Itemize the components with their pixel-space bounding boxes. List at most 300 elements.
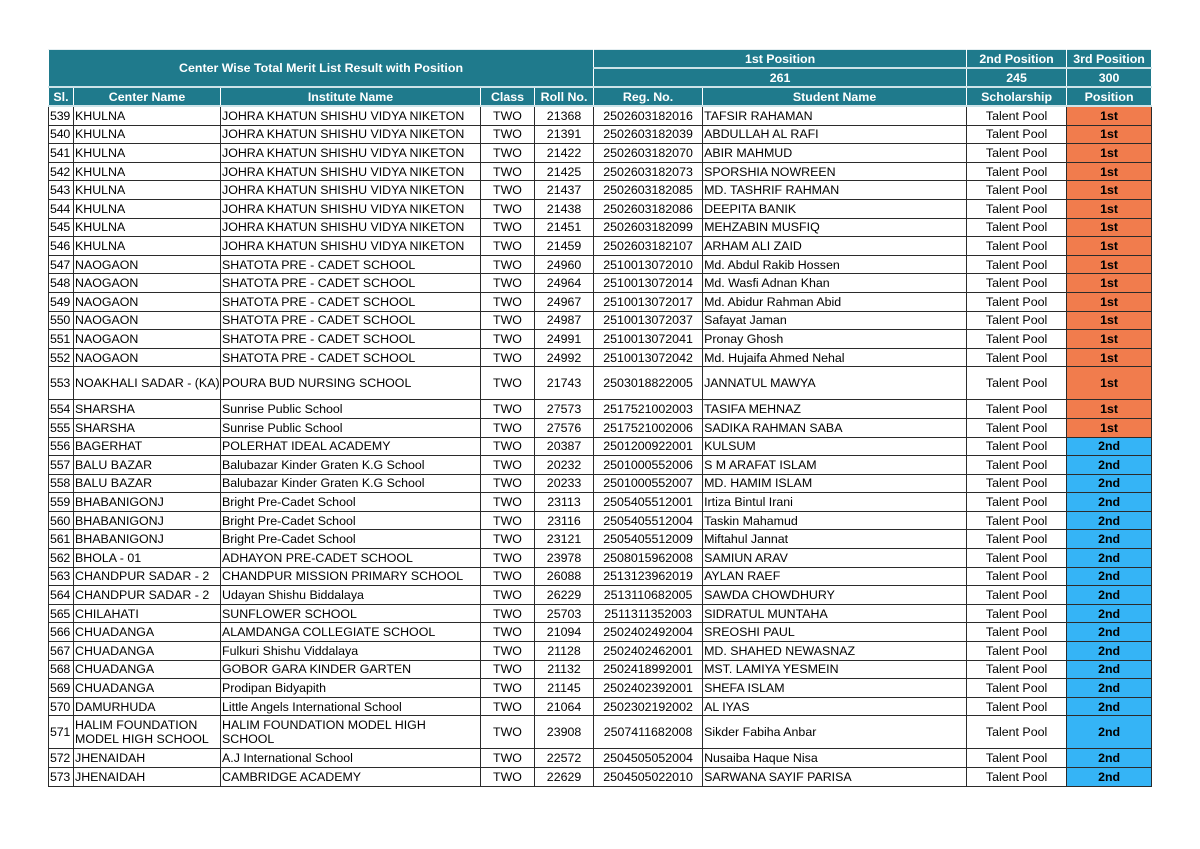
class-cell: TWO	[481, 604, 535, 623]
scholarship-cell: Talent Pool	[967, 367, 1067, 400]
center-name-cell: CHANDPUR SADAR - 2	[74, 586, 221, 605]
reg-no-cell: 2502418992001	[594, 660, 703, 679]
student-name-cell: SAMIUN ARAV	[703, 549, 967, 568]
student-name-cell: TAFSIR RAHAMAN	[703, 106, 967, 125]
roll-no-cell: 21132	[535, 660, 594, 679]
student-name-cell: AYLAN RAEF	[703, 567, 967, 586]
class-cell: TWO	[481, 586, 535, 605]
institute-name-cell: ADHAYON PRE-CADET SCHOOL	[221, 549, 481, 568]
roll-no-cell: 23116	[535, 511, 594, 530]
reg-no-cell: 2505405512009	[594, 530, 703, 549]
merit-list-sheet	[48, 49, 1152, 787]
roll-no-cell: 21437	[535, 181, 594, 200]
scholarship-cell: Talent Pool	[967, 549, 1067, 568]
header-row-summary-labels	[49, 50, 1152, 69]
table-row	[49, 530, 1152, 549]
roll-no-cell: 24987	[535, 311, 594, 330]
sl-cell: 566	[49, 623, 74, 642]
center-name-cell: NAOGAON	[74, 255, 221, 274]
table-row	[49, 511, 1152, 530]
reg-no-cell: 2502402492004	[594, 623, 703, 642]
roll-no-cell: 23113	[535, 493, 594, 512]
roll-no-cell: 20387	[535, 437, 594, 456]
institute-name-cell: SHATOTA PRE - CADET SCHOOL	[221, 311, 481, 330]
reg-no-cell: 2502603182073	[594, 162, 703, 181]
position-badge: 1st	[1067, 292, 1152, 311]
class-cell: TWO	[481, 456, 535, 475]
roll-no-cell: 21425	[535, 162, 594, 181]
table-row	[49, 348, 1152, 367]
roll-no-cell: 21391	[535, 125, 594, 144]
center-name-cell: HALIM FOUNDATION MODEL HIGH SCHOOL	[74, 716, 221, 749]
scholarship-cell: Talent Pool	[967, 418, 1067, 437]
column-header-class: Class	[481, 87, 535, 106]
student-name-cell: SHEFA ISLAM	[703, 679, 967, 698]
reg-no-cell: 2517521002006	[594, 418, 703, 437]
table-row	[49, 642, 1152, 661]
institute-name-cell: SHATOTA PRE - CADET SCHOOL	[221, 255, 481, 274]
reg-no-cell: 2510013072042	[594, 348, 703, 367]
institute-name-cell: Balubazar Kinder Graten K.G School	[221, 456, 481, 475]
sl-cell: 565	[49, 604, 74, 623]
institute-name-cell: CAMBRIDGE ACADEMY	[221, 768, 481, 787]
sl-cell: 540	[49, 125, 74, 144]
class-cell: TWO	[481, 660, 535, 679]
institute-name-cell: POLERHAT IDEAL ACADEMY	[221, 437, 481, 456]
institute-name-cell: POURA BUD NURSING SCHOOL	[221, 367, 481, 400]
student-name-cell: ABDULLAH AL RAFI	[703, 125, 967, 144]
institute-name-cell: GOBOR GARA KINDER GARTEN	[221, 660, 481, 679]
table-row	[49, 418, 1152, 437]
sl-cell: 550	[49, 311, 74, 330]
sl-cell: 570	[49, 697, 74, 716]
center-name-cell: CHANDPUR SADAR - 2	[74, 567, 221, 586]
center-name-cell: KHULNA	[74, 199, 221, 218]
student-name-cell: MD. HAMIM ISLAM	[703, 474, 967, 493]
institute-name-cell: SHATOTA PRE - CADET SCHOOL	[221, 330, 481, 349]
column-header-row	[49, 87, 1152, 106]
scholarship-cell: Talent Pool	[967, 604, 1067, 623]
class-cell: TWO	[481, 623, 535, 642]
position-badge: 2nd	[1067, 530, 1152, 549]
sl-cell: 548	[49, 274, 74, 293]
student-name-cell: KULSUM	[703, 437, 967, 456]
institute-name-cell: Sunrise Public School	[221, 418, 481, 437]
reg-no-cell: 2508015962008	[594, 549, 703, 568]
class-cell: TWO	[481, 474, 535, 493]
institute-name-cell: SHATOTA PRE - CADET SCHOOL	[221, 274, 481, 293]
page-title: Center Wise Total Merit List Result with Position	[49, 50, 594, 88]
merit-list-table	[48, 49, 1152, 787]
column-header-reg-no: Reg. No.	[594, 87, 703, 106]
position-badge: 1st	[1067, 125, 1152, 144]
sl-cell: 561	[49, 530, 74, 549]
institute-name-cell: SHATOTA PRE - CADET SCHOOL	[221, 348, 481, 367]
position-badge: 2nd	[1067, 493, 1152, 512]
table-row	[49, 199, 1152, 218]
scholarship-cell: Talent Pool	[967, 530, 1067, 549]
center-name-cell: CHILAHATI	[74, 604, 221, 623]
student-name-cell: AL IYAS	[703, 697, 967, 716]
student-name-cell: Taskin Mahamud	[703, 511, 967, 530]
center-name-cell: KHULNA	[74, 106, 221, 125]
sl-cell: 546	[49, 237, 74, 256]
third-position-count: 300	[1067, 68, 1152, 87]
reg-no-cell: 2502603182070	[594, 144, 703, 163]
scholarship-cell: Talent Pool	[967, 493, 1067, 512]
position-badge: 2nd	[1067, 474, 1152, 493]
roll-no-cell: 24992	[535, 348, 594, 367]
position-badge: 2nd	[1067, 716, 1152, 749]
sl-cell: 562	[49, 549, 74, 568]
center-name-cell: NAOGAON	[74, 292, 221, 311]
class-cell: TWO	[481, 311, 535, 330]
scholarship-cell: Talent Pool	[967, 660, 1067, 679]
student-name-cell: Sikder Fabiha Anbar	[703, 716, 967, 749]
student-name-cell: SAWDA CHOWDHURY	[703, 586, 967, 605]
position-badge: 1st	[1067, 255, 1152, 274]
position-badge: 1st	[1067, 367, 1152, 400]
position-badge: 2nd	[1067, 660, 1152, 679]
scholarship-cell: Talent Pool	[967, 199, 1067, 218]
table-row	[49, 697, 1152, 716]
student-name-cell: MD. TASHRIF RAHMAN	[703, 181, 967, 200]
sl-cell: 557	[49, 456, 74, 475]
table-row	[49, 311, 1152, 330]
scholarship-cell: Talent Pool	[967, 697, 1067, 716]
class-cell: TWO	[481, 549, 535, 568]
scholarship-cell: Talent Pool	[967, 679, 1067, 698]
scholarship-cell: Talent Pool	[967, 274, 1067, 293]
roll-no-cell: 21438	[535, 199, 594, 218]
center-name-cell: JHENAIDAH	[74, 749, 221, 768]
sl-cell: 554	[49, 400, 74, 419]
center-name-cell: BAGERHAT	[74, 437, 221, 456]
class-cell: TWO	[481, 255, 535, 274]
reg-no-cell: 2507411682008	[594, 716, 703, 749]
scholarship-cell: Talent Pool	[967, 311, 1067, 330]
center-name-cell: JHENAIDAH	[74, 768, 221, 787]
roll-no-cell: 25703	[535, 604, 594, 623]
reg-no-cell: 2517521002003	[594, 400, 703, 419]
table-row	[49, 144, 1152, 163]
student-name-cell: JANNATUL MAWYA	[703, 367, 967, 400]
roll-no-cell: 23121	[535, 530, 594, 549]
sl-cell: 569	[49, 679, 74, 698]
position-badge: 1st	[1067, 418, 1152, 437]
scholarship-cell: Talent Pool	[967, 255, 1067, 274]
table-row	[49, 237, 1152, 256]
position-badge: 1st	[1067, 330, 1152, 349]
center-name-cell: KHULNA	[74, 125, 221, 144]
class-cell: TWO	[481, 530, 535, 549]
table-row	[49, 604, 1152, 623]
roll-no-cell: 21064	[535, 697, 594, 716]
roll-no-cell: 21128	[535, 642, 594, 661]
student-name-cell: ABIR MAHMUD	[703, 144, 967, 163]
class-cell: TWO	[481, 144, 535, 163]
position-badge: 2nd	[1067, 604, 1152, 623]
roll-no-cell: 21459	[535, 237, 594, 256]
student-name-cell: Safayat Jaman	[703, 311, 967, 330]
roll-no-cell: 21451	[535, 218, 594, 237]
institute-name-cell: Prodipan Bidyapith	[221, 679, 481, 698]
student-name-cell: MEHZABIN MUSFIQ	[703, 218, 967, 237]
scholarship-cell: Talent Pool	[967, 144, 1067, 163]
position-badge: 1st	[1067, 199, 1152, 218]
table-row	[49, 255, 1152, 274]
table-row	[49, 660, 1152, 679]
roll-no-cell: 22572	[535, 749, 594, 768]
sl-cell: 541	[49, 144, 74, 163]
class-cell: TWO	[481, 162, 535, 181]
scholarship-cell: Talent Pool	[967, 586, 1067, 605]
position-badge: 2nd	[1067, 511, 1152, 530]
student-name-cell: SREOSHI PAUL	[703, 623, 967, 642]
roll-no-cell: 21422	[535, 144, 594, 163]
class-cell: TWO	[481, 125, 535, 144]
roll-no-cell: 24991	[535, 330, 594, 349]
table-row	[49, 330, 1152, 349]
roll-no-cell: 21145	[535, 679, 594, 698]
position-badge: 1st	[1067, 144, 1152, 163]
column-header-student-name: Student Name	[703, 87, 967, 106]
institute-name-cell: SHATOTA PRE - CADET SCHOOL	[221, 292, 481, 311]
sl-cell: 553	[49, 367, 74, 400]
institute-name-cell: Bright Pre-Cadet School	[221, 511, 481, 530]
student-name-cell: SARWANA SAYIF PARISA	[703, 768, 967, 787]
sl-cell: 555	[49, 418, 74, 437]
center-name-cell: BHOLA - 01	[74, 549, 221, 568]
reg-no-cell: 2513123962019	[594, 567, 703, 586]
institute-name-cell: Sunrise Public School	[221, 400, 481, 419]
scholarship-cell: Talent Pool	[967, 348, 1067, 367]
reg-no-cell: 2502603182039	[594, 125, 703, 144]
second-position-label: 2nd Position	[967, 50, 1067, 69]
student-name-cell: DEEPITA BANIK	[703, 199, 967, 218]
table-row	[49, 437, 1152, 456]
institute-name-cell: A.J International School	[221, 749, 481, 768]
roll-no-cell: 27573	[535, 400, 594, 419]
position-badge: 2nd	[1067, 679, 1152, 698]
sl-cell: 539	[49, 106, 74, 125]
center-name-cell: DAMURHUDA	[74, 697, 221, 716]
position-badge: 1st	[1067, 106, 1152, 125]
class-cell: TWO	[481, 330, 535, 349]
center-name-cell: NAOGAON	[74, 330, 221, 349]
roll-no-cell: 21368	[535, 106, 594, 125]
position-badge: 2nd	[1067, 567, 1152, 586]
position-badge: 1st	[1067, 162, 1152, 181]
table-row	[49, 567, 1152, 586]
reg-no-cell: 2502603182085	[594, 181, 703, 200]
sl-cell: 571	[49, 716, 74, 749]
column-header-center-name: Center Name	[74, 87, 221, 106]
reg-no-cell: 2501000552006	[594, 456, 703, 475]
institute-name-cell: ALAMDANGA COLLEGIATE SCHOOL	[221, 623, 481, 642]
roll-no-cell: 20232	[535, 456, 594, 475]
position-badge: 2nd	[1067, 749, 1152, 768]
class-cell: TWO	[481, 218, 535, 237]
roll-no-cell: 21743	[535, 367, 594, 400]
position-badge: 1st	[1067, 181, 1152, 200]
student-name-cell: Miftahul Jannat	[703, 530, 967, 549]
class-cell: TWO	[481, 642, 535, 661]
institute-name-cell: Balubazar Kinder Graten K.G School	[221, 474, 481, 493]
scholarship-cell: Talent Pool	[967, 768, 1067, 787]
second-position-count: 245	[967, 68, 1067, 87]
table-row	[49, 679, 1152, 698]
sl-cell: 551	[49, 330, 74, 349]
institute-name-cell: JOHRA KHATUN SHISHU VIDYA NIKETON	[221, 144, 481, 163]
sl-cell: 558	[49, 474, 74, 493]
scholarship-cell: Talent Pool	[967, 511, 1067, 530]
reg-no-cell: 2505405512004	[594, 511, 703, 530]
roll-no-cell: 23908	[535, 716, 594, 749]
table-row	[49, 768, 1152, 787]
scholarship-cell: Talent Pool	[967, 330, 1067, 349]
institute-name-cell: Fulkuri Shishu Viddalaya	[221, 642, 481, 661]
table-row	[49, 292, 1152, 311]
class-cell: TWO	[481, 400, 535, 419]
class-cell: TWO	[481, 768, 535, 787]
reg-no-cell: 2511311352003	[594, 604, 703, 623]
table-row	[49, 549, 1152, 568]
class-cell: TWO	[481, 237, 535, 256]
class-cell: TWO	[481, 106, 535, 125]
third-position-label: 3rd Position	[1067, 50, 1152, 69]
class-cell: TWO	[481, 367, 535, 400]
center-name-cell: BHABANIGONJ	[74, 493, 221, 512]
institute-name-cell: JOHRA KHATUN SHISHU VIDYA NIKETON	[221, 199, 481, 218]
column-header-scholarship: Scholarship	[967, 87, 1067, 106]
table-header	[49, 50, 1152, 107]
scholarship-cell: Talent Pool	[967, 456, 1067, 475]
center-name-cell: NOAKHALI SADAR - (KA)	[74, 367, 221, 400]
roll-no-cell: 20233	[535, 474, 594, 493]
table-row	[49, 218, 1152, 237]
sl-cell: 572	[49, 749, 74, 768]
reg-no-cell: 2504505022010	[594, 768, 703, 787]
scholarship-cell: Talent Pool	[967, 623, 1067, 642]
center-name-cell: CHUADANGA	[74, 660, 221, 679]
scholarship-cell: Talent Pool	[967, 400, 1067, 419]
table-row	[49, 749, 1152, 768]
roll-no-cell: 26229	[535, 586, 594, 605]
reg-no-cell: 2510013072017	[594, 292, 703, 311]
sl-cell: 567	[49, 642, 74, 661]
student-name-cell: Md. Wasfi Adnan Khan	[703, 274, 967, 293]
institute-name-cell: JOHRA KHATUN SHISHU VIDYA NIKETON	[221, 162, 481, 181]
class-cell: TWO	[481, 749, 535, 768]
position-badge: 2nd	[1067, 623, 1152, 642]
student-name-cell: Irtiza Bintul Irani	[703, 493, 967, 512]
position-badge: 2nd	[1067, 586, 1152, 605]
student-name-cell: Nusaiba Haque Nisa	[703, 749, 967, 768]
institute-name-cell: JOHRA KHATUN SHISHU VIDYA NIKETON	[221, 106, 481, 125]
table-row	[49, 162, 1152, 181]
reg-no-cell: 2510013072010	[594, 255, 703, 274]
roll-no-cell: 26088	[535, 567, 594, 586]
center-name-cell: BALU BAZAR	[74, 474, 221, 493]
center-name-cell: SHARSHA	[74, 418, 221, 437]
position-badge: 1st	[1067, 218, 1152, 237]
institute-name-cell: SUNFLOWER SCHOOL	[221, 604, 481, 623]
roll-no-cell: 22629	[535, 768, 594, 787]
student-name-cell: SIDRATUL MUNTAHA	[703, 604, 967, 623]
scholarship-cell: Talent Pool	[967, 474, 1067, 493]
column-header-position: Position	[1067, 87, 1152, 106]
center-name-cell: NAOGAON	[74, 311, 221, 330]
reg-no-cell: 2503018822005	[594, 367, 703, 400]
center-name-cell: BHABANIGONJ	[74, 530, 221, 549]
sl-cell: 564	[49, 586, 74, 605]
center-name-cell: BALU BAZAR	[74, 456, 221, 475]
student-name-cell: ARHAM ALI ZAID	[703, 237, 967, 256]
reg-no-cell: 2504505052004	[594, 749, 703, 768]
class-cell: TWO	[481, 274, 535, 293]
position-badge: 2nd	[1067, 768, 1152, 787]
column-header-sl: Sl.	[49, 87, 74, 106]
table-body	[49, 106, 1152, 786]
student-name-cell: MD. SHAHED NEWASNAZ	[703, 642, 967, 661]
first-position-label: 1st Position	[594, 50, 967, 69]
scholarship-cell: Talent Pool	[967, 162, 1067, 181]
sl-cell: 545	[49, 218, 74, 237]
class-cell: TWO	[481, 292, 535, 311]
institute-name-cell: Little Angels International School	[221, 697, 481, 716]
institute-name-cell: Udayan Shishu Biddalaya	[221, 586, 481, 605]
roll-no-cell: 24967	[535, 292, 594, 311]
column-header-institute-name: Institute Name	[221, 87, 481, 106]
class-cell: TWO	[481, 437, 535, 456]
student-name-cell: S M ARAFAT ISLAM	[703, 456, 967, 475]
center-name-cell: CHUADANGA	[74, 623, 221, 642]
scholarship-cell: Talent Pool	[967, 437, 1067, 456]
center-name-cell: KHULNA	[74, 218, 221, 237]
scholarship-cell: Talent Pool	[967, 106, 1067, 125]
scholarship-cell: Talent Pool	[967, 716, 1067, 749]
reg-no-cell: 2502302192002	[594, 697, 703, 716]
table-row	[49, 586, 1152, 605]
table-row	[49, 493, 1152, 512]
sl-cell: 573	[49, 768, 74, 787]
institute-name-cell: JOHRA KHATUN SHISHU VIDYA NIKETON	[221, 237, 481, 256]
sl-cell: 568	[49, 660, 74, 679]
table-row	[49, 716, 1152, 749]
institute-name-cell: JOHRA KHATUN SHISHU VIDYA NIKETON	[221, 181, 481, 200]
table-row	[49, 181, 1152, 200]
table-row	[49, 474, 1152, 493]
table-row	[49, 400, 1152, 419]
center-name-cell: KHULNA	[74, 237, 221, 256]
scholarship-cell: Talent Pool	[967, 642, 1067, 661]
position-badge: 2nd	[1067, 549, 1152, 568]
student-name-cell: Md. Hujaifa Ahmed Nehal	[703, 348, 967, 367]
reg-no-cell: 2505405512001	[594, 493, 703, 512]
student-name-cell: TASIFA MEHNAZ	[703, 400, 967, 419]
student-name-cell: Md. Abidur Rahman Abid	[703, 292, 967, 311]
scholarship-cell: Talent Pool	[967, 181, 1067, 200]
reg-no-cell: 2502603182107	[594, 237, 703, 256]
table-row	[49, 456, 1152, 475]
class-cell: TWO	[481, 567, 535, 586]
position-badge: 1st	[1067, 274, 1152, 293]
sl-cell: 559	[49, 493, 74, 512]
position-badge: 2nd	[1067, 697, 1152, 716]
class-cell: TWO	[481, 679, 535, 698]
table-row	[49, 106, 1152, 125]
